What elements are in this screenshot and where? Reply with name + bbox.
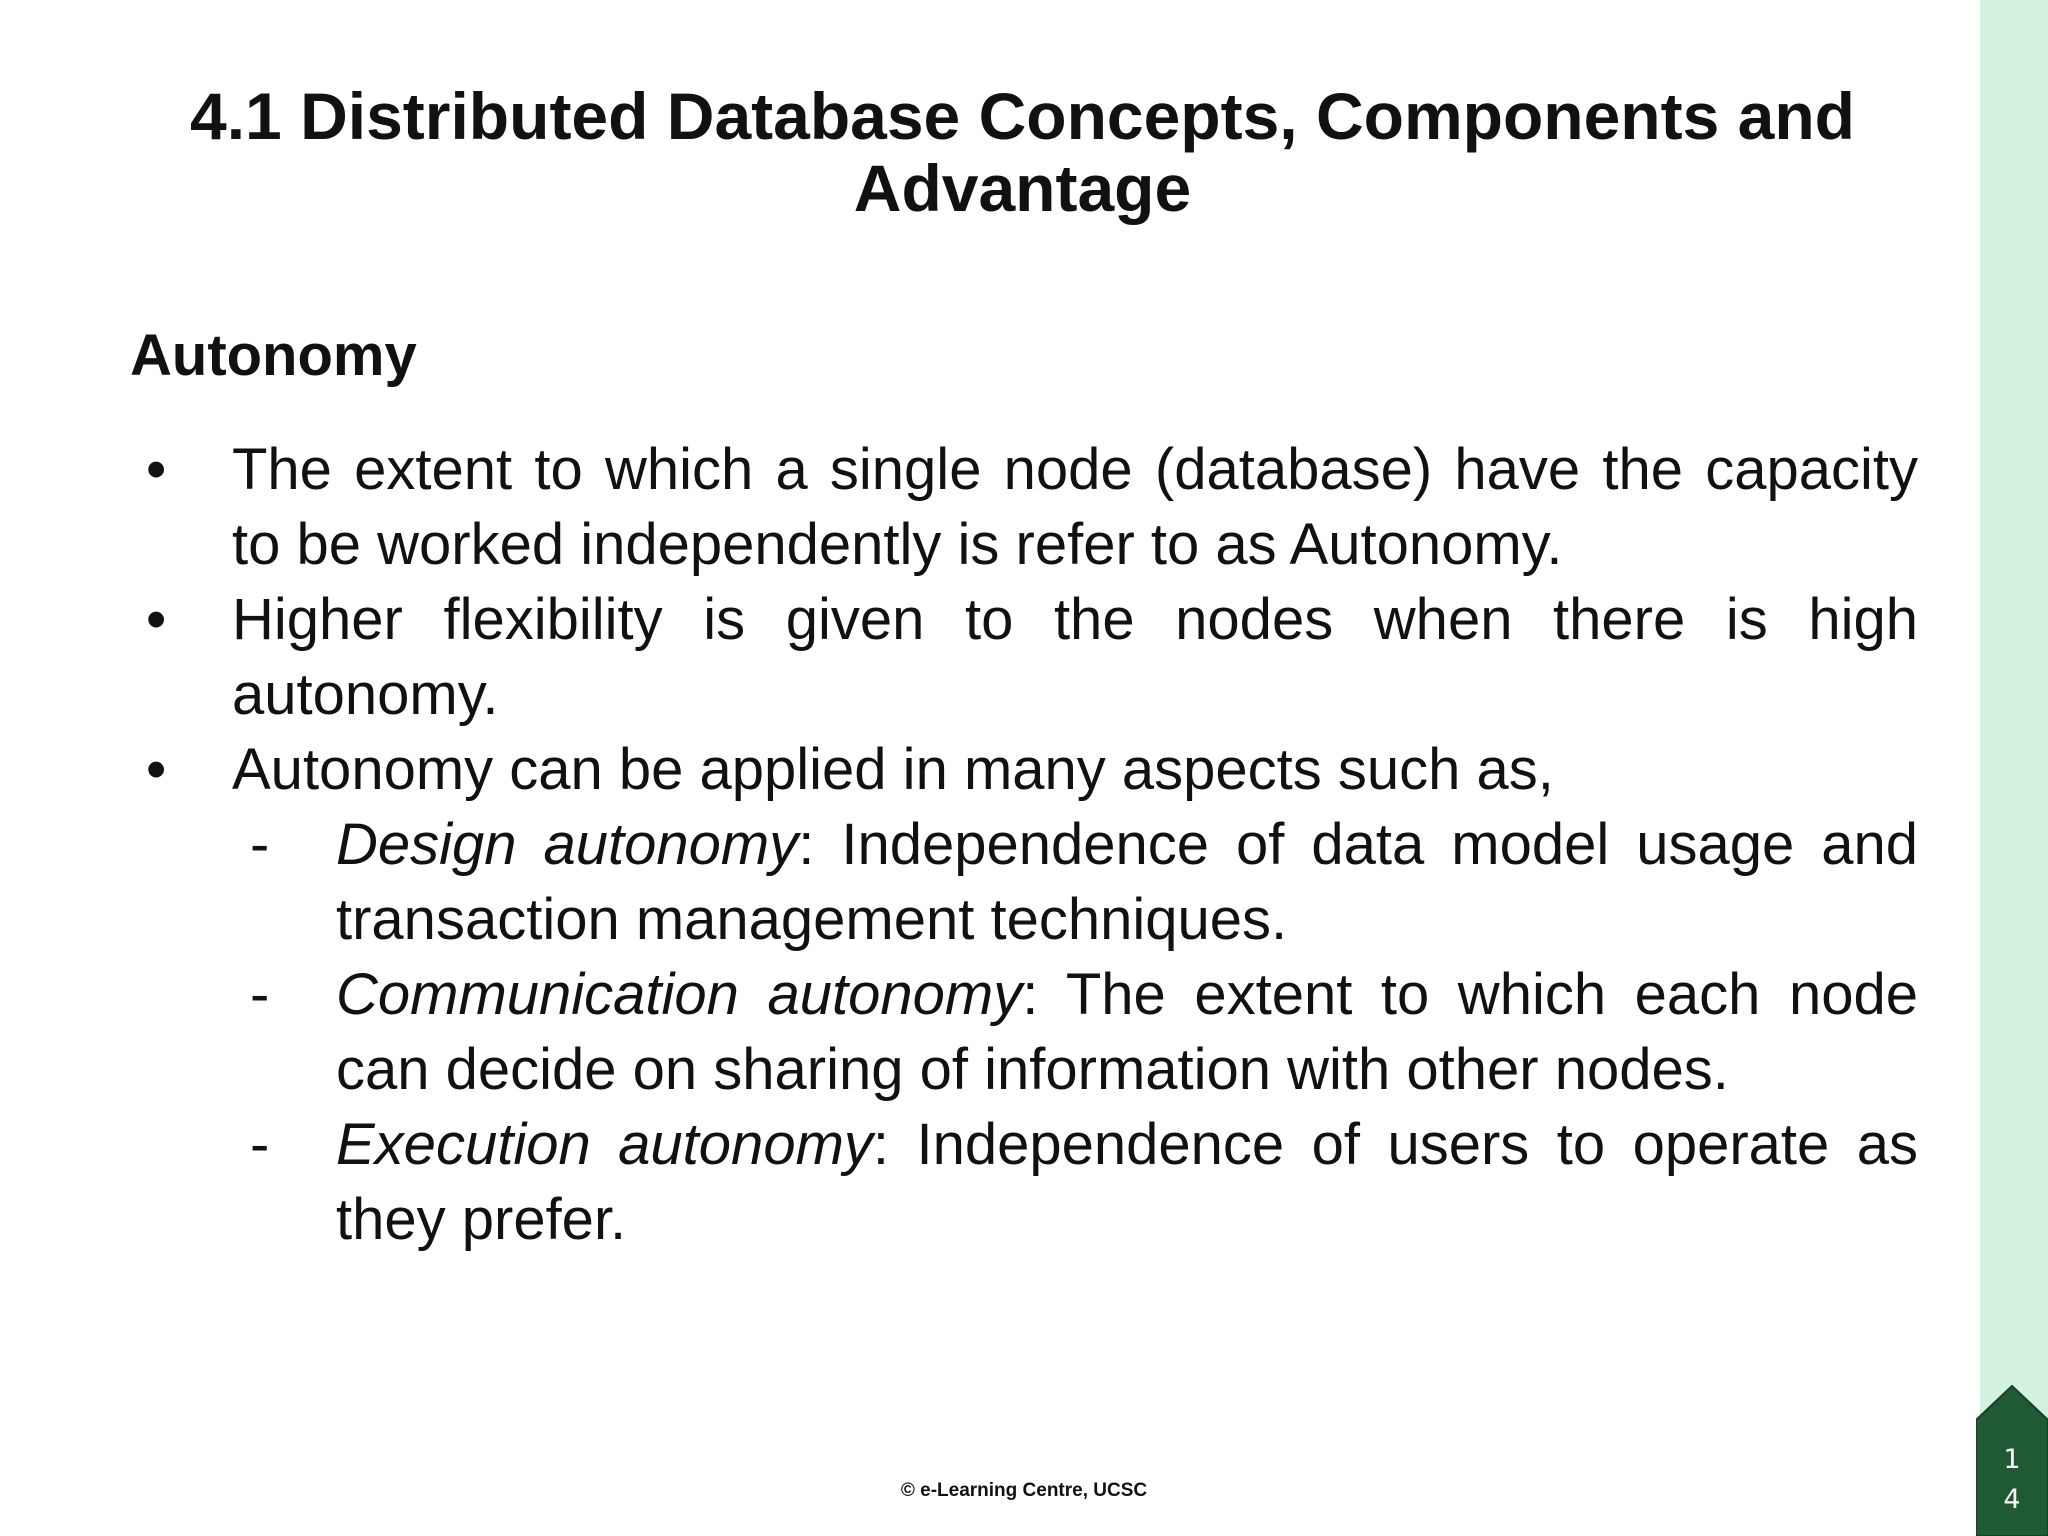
page-number (1976, 1440, 2048, 1520)
footer-copyright: © e-Learning Centre, UCSC (900, 1480, 1148, 1501)
dash-mark: - (250, 812, 270, 877)
sub-term: Communication autonomy (336, 962, 1023, 1027)
sub-list-container (140, 807, 1918, 1257)
title-line-1: 4.1 Distributed Database Concepts, Components and (190, 79, 1855, 153)
side-band (1980, 0, 2048, 1536)
sub-item-communication (140, 957, 1918, 1107)
sub-term: Design autonomy (336, 812, 799, 877)
page-number-digit-2: 4 (2003, 1484, 2021, 1515)
bullet-mark: • (146, 737, 167, 802)
bullet-text: Higher flexibility is given to the nodes when there is high autonomy. (232, 587, 1918, 727)
sub-item-design (140, 807, 1918, 957)
dash-mark: - (250, 962, 270, 1027)
sub-term: Execution autonomy (336, 1112, 873, 1177)
bullet-text: Autonomy can be applied in many aspects such as, (232, 737, 1554, 802)
bullet-text: The extent to which a single node (database) have the capacity to be worked independently is refer to as Autonomy. (232, 437, 1918, 577)
sub-sep: : (1022, 962, 1066, 1027)
sub-sep: : (798, 812, 842, 877)
sub-sep: : (872, 1112, 917, 1177)
bullet-list (140, 432, 1918, 1257)
sub-list (140, 807, 1918, 1257)
sub-text: Independence of users to operate as they prefer. (336, 1112, 1918, 1252)
bullet-item (140, 582, 1918, 732)
bullet-mark: • (146, 587, 167, 652)
bullet-mark: • (146, 437, 167, 502)
page-number-digit-1: 1 (2003, 1444, 2021, 1475)
dash-mark: - (250, 1112, 270, 1177)
bullet-item (140, 732, 1918, 807)
sub-text: The extent to which each node can decide on sharing of information with other nodes. (336, 962, 1918, 1102)
title-line-2: Advantage (853, 151, 1192, 225)
bullet-item (140, 432, 1918, 582)
sub-item-execution (140, 1107, 1918, 1257)
slide-title (130, 80, 1915, 224)
sub-text: Independence of data model usage and transaction management techniques. (336, 812, 1919, 952)
section-heading: Autonomy (130, 323, 417, 388)
